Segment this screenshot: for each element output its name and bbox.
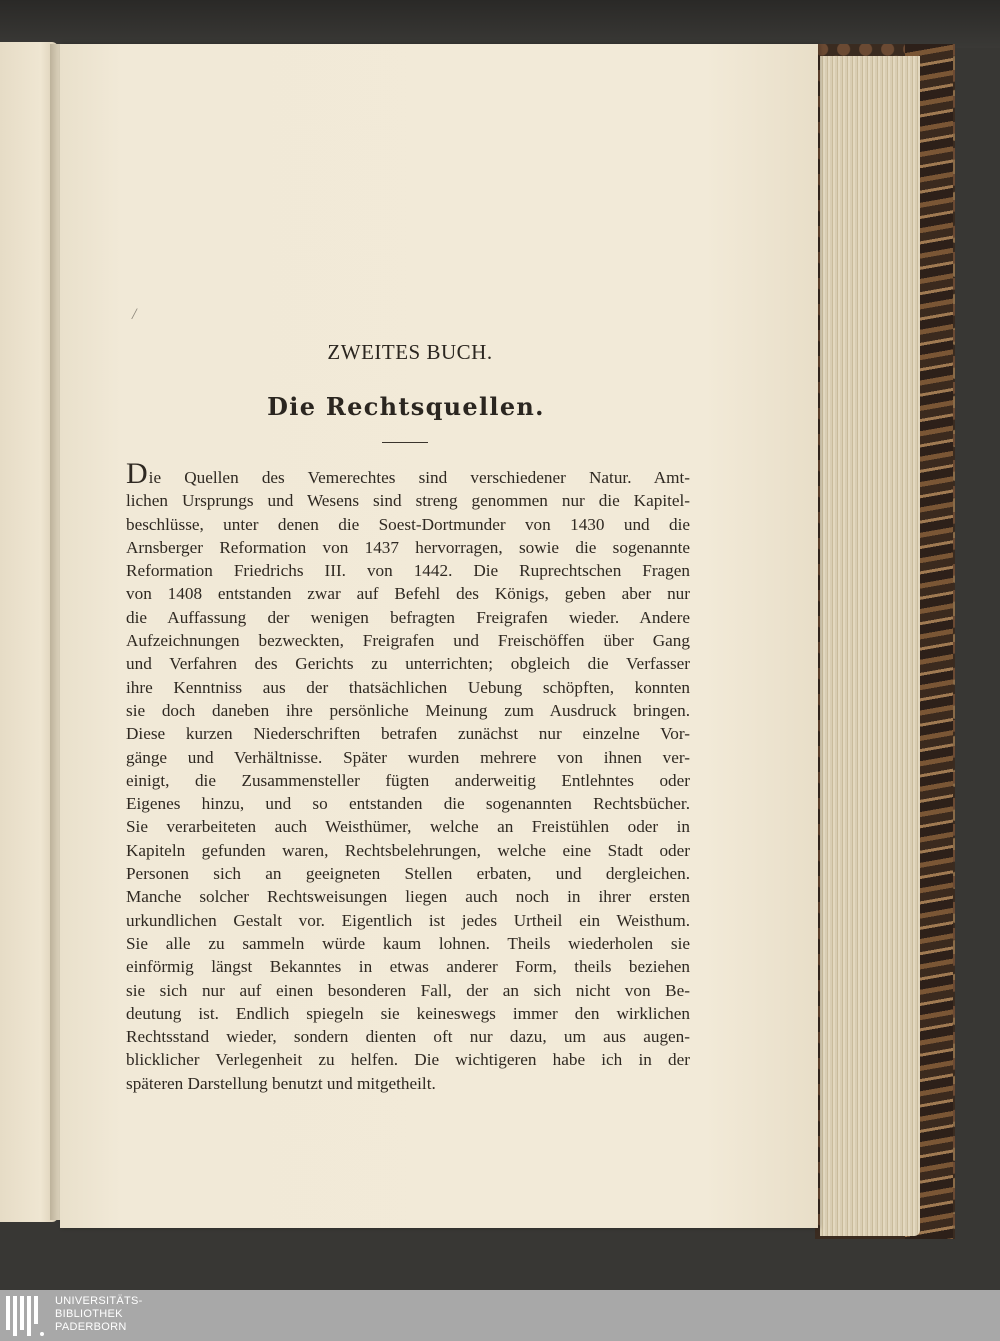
- text-line: Sie verarbeiteten auch Weisthümer, welche an Freistühlen oder in: [126, 817, 690, 837]
- text-line: ihre Kenntniss aus der thatsächlichen Uebung schöpften, konnten: [126, 677, 690, 697]
- text-line: späteren Darstellung benutzt und mitgetheilt.: [126, 1073, 436, 1093]
- text-line: Manche solcher Rechtsweisungen liegen auch noch in ihrer ersten: [126, 887, 690, 907]
- text-line: blicklicher Verlegenheit zu helfen. Die wichtigeren habe ich in der: [126, 1050, 690, 1070]
- text-line: urkundlichen Gestalt vor. Eigentlich ist jedes Urtheil ein Weisthum.: [126, 910, 690, 930]
- logo-line-1: UNIVERSITÄTS-: [55, 1295, 143, 1307]
- text-line: einförmig längst Bekanntes in etwas anderer Form, theils beziehen: [126, 957, 690, 977]
- text-line: beschlüsse, unter denen die Soest-Dortmunder von 1430 und die: [126, 514, 690, 534]
- text-line: Aufzeichnungen bezweckten, Freigrafen und Freischöffen über Gang: [126, 631, 690, 651]
- text-line: Diese kurzen Niederschriften betrafen zunächst nur einzelne Vor-: [126, 724, 690, 744]
- text-line: Kapiteln gefunden waren, Rechtsbelehrungen, welche eine Stadt oder: [126, 840, 690, 860]
- logo-line-3: PADERBORN: [55, 1321, 127, 1333]
- page-block-edges: [820, 56, 920, 1236]
- text-line-first: [126, 457, 690, 490]
- drop-cap: D: [126, 457, 148, 490]
- text-line: sie sich nur auf einen besonderen Fall, der an sich nicht von Be-: [126, 980, 690, 1000]
- pencil-mark: /: [132, 306, 137, 323]
- chapter-title: Die Rechtsquellen.: [267, 392, 545, 421]
- text-line: gänge und Verhältnisse. Später wurden mehrere von ihnen ver-: [126, 747, 690, 767]
- library-logo-text: [55, 1295, 143, 1334]
- text-line: sie doch daneben ihre persönliche Meinung zum Ausdruck bringen.: [126, 700, 690, 720]
- top-shadow: [0, 0, 1000, 48]
- text-line: Personen sich an geeigneten Stellen erbaten, und dergleichen.: [126, 864, 690, 884]
- text-line: Rechtsstand wieder, sondern dienten oft nur dazu, um aus augen-: [126, 1027, 690, 1047]
- text-line: Reformation Friedrichs III. von 1442. Die Ruprechtschen Fragen: [126, 561, 690, 581]
- text-line: lichen Ursprungs und Wesens sind streng genommen nur die Kapitel-: [126, 491, 690, 511]
- first-line-text: ie Quellen des Vemerechtes sind verschiedener Natur. Amt-: [148, 468, 690, 487]
- body-paragraph: [126, 457, 690, 1095]
- library-footer: [0, 1290, 1000, 1341]
- text-line: deutung ist. Endlich spiegeln sie keineswegs immer den wirklichen: [126, 1003, 690, 1023]
- text-line: Arnsberger Reformation von 1437 hervorragen, sowie die sogenannte: [126, 537, 690, 557]
- text-line: einigt, die Zusammensteller fügten anderweitig Entlehntes oder: [126, 770, 690, 790]
- text-line: Sie alle zu sammeln würde kaum lohnen. Theils wiederholen sie: [126, 933, 690, 953]
- text-lines: [126, 489, 690, 1095]
- library-logo-icon: [6, 1296, 46, 1336]
- text-line: die Auffassung der wenigen befragten Freigrafen wieder. Andere: [126, 607, 690, 627]
- title-rule: [382, 442, 428, 443]
- book-heading: ZWEITES BUCH.: [327, 340, 493, 364]
- logo-line-2: BIBLIOTHEK: [55, 1308, 123, 1320]
- text-line: Eigenes hinzu, und so entstanden die sogenannten Rechtsbücher.: [126, 794, 690, 814]
- text-line: und Verfahren des Gerichts zu unterrichten; obgleich die Verfasser: [126, 654, 690, 674]
- text-line: von 1408 entstanden zwar auf Befehl des Königs, geben aber nur: [126, 584, 690, 604]
- right-page: [60, 44, 818, 1228]
